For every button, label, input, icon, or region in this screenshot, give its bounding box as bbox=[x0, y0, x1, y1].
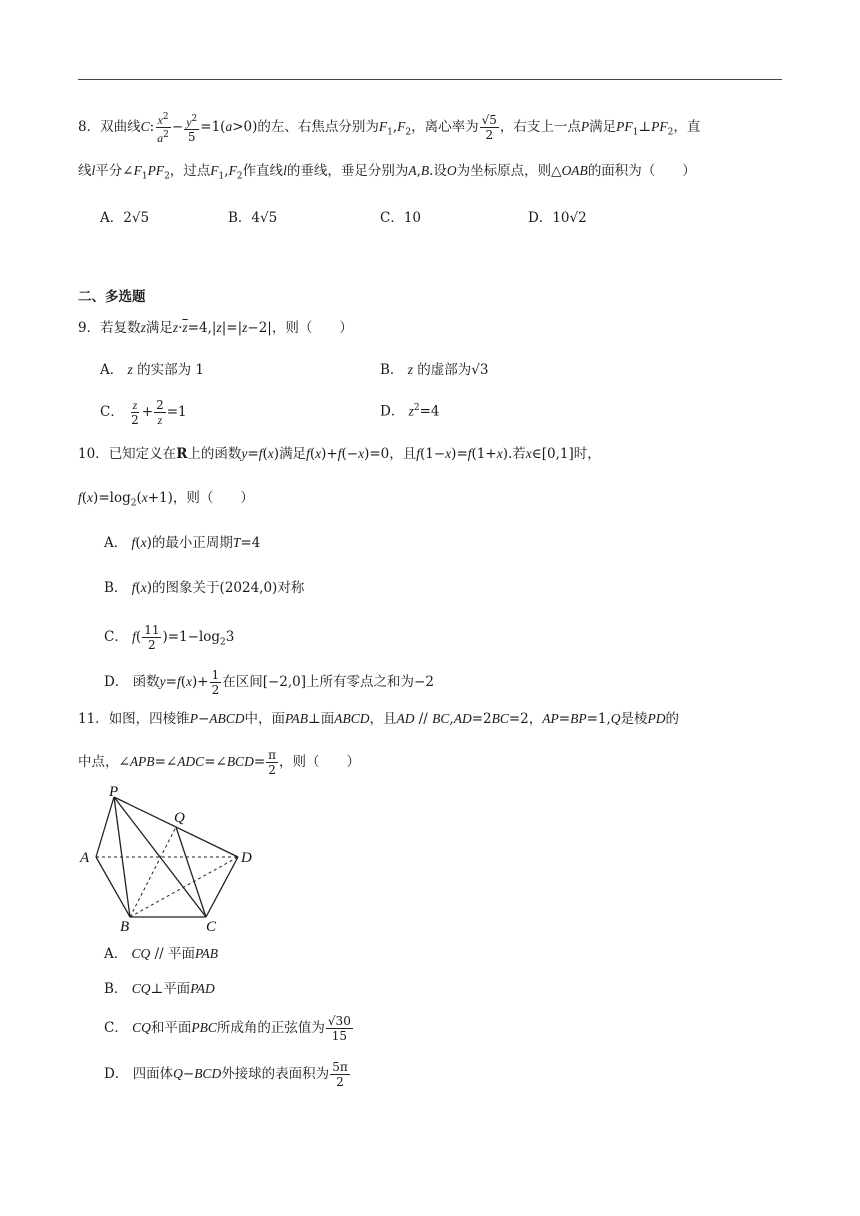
header-rule bbox=[78, 79, 782, 80]
label-Q: Q bbox=[174, 810, 185, 826]
q11-option-b: B． CQ⊥平面PAD bbox=[104, 981, 215, 997]
q11-option-d: D． 四面体Q−BCD外接球的表面积为 $\frac{5\pi}{2}$ bbox=[104, 1060, 348, 1089]
label-D: D bbox=[241, 850, 252, 866]
q10-option-b: B． f(x)的图象关于(2024,0)对称 bbox=[104, 580, 305, 596]
q8-text: .设 bbox=[429, 163, 447, 179]
section-title: 二、多选题 bbox=[78, 289, 146, 305]
q8-option-a: A．2√5 bbox=[100, 210, 150, 226]
q8-text: 的左、右焦点分别为 bbox=[257, 119, 379, 135]
frac-x2-a2: $\frac{x^2}{a^2}$ bbox=[157, 112, 169, 145]
edge-CQ bbox=[176, 827, 206, 917]
q11-stem-line2: 中点，∠APB=∠ADC=∠BCD= $\frac{\pi}{2}$ ，则（ ） bbox=[78, 748, 361, 777]
q8-line1: 8．双曲线C: $\frac{x^2}{a^2}$ − $\frac{y^2}{5}$ =1(a>0)的左、右焦点分别为$F_1,F_2$，离心率为 $\frac{√5}{2}$ ，右支上一点P满足$PF_1\perp PF_2$，直 bbox=[78, 112, 701, 145]
edge-BQ-hidden bbox=[130, 827, 176, 917]
edge-AB bbox=[96, 857, 130, 917]
q8-text: 的垂线，垂足分别为 bbox=[286, 163, 409, 179]
frac-sqrt5-2: $\frac{√5}{2}$ bbox=[481, 113, 497, 142]
label-B: B bbox=[120, 919, 130, 935]
q10-stem-line2: $f(x)=\log_2(x+1)$，则（ ） bbox=[78, 490, 254, 509]
label-A: A bbox=[80, 850, 90, 866]
q8-text: 为坐标原点，则△ bbox=[456, 163, 562, 179]
q8-text: 线 bbox=[78, 163, 92, 179]
q8-text: 平分 bbox=[95, 163, 123, 179]
q9-stem: 9．若复数z满足$z\cdot\overline{z}=4,|z|=|z-2|$，则（ ） bbox=[78, 320, 353, 336]
q9-option-d: D． $z^2=4$ bbox=[380, 403, 440, 420]
q8-option-c: C．10 bbox=[380, 210, 422, 226]
q8-text: 双曲线 bbox=[100, 119, 141, 135]
q10-option-c: C． f( $\frac{11}{2}$ )$=1-\log_23$ bbox=[104, 623, 235, 652]
q9-option-a: A． z 的实部为 1 bbox=[100, 362, 204, 378]
q8-text: 作直线 bbox=[242, 163, 284, 179]
q8-line2: 线l平分$\angle F_1PF_2$，过点$F_1,F_2$作直线l的垂线，垂足分别为A,B.设O为坐标原点，则△OAB的面积为（ ） bbox=[78, 163, 696, 182]
label-C: C bbox=[206, 919, 217, 935]
q8-text: 的面积为（ ） bbox=[587, 163, 696, 179]
q11-option-a: A． CQ // 平面PAB bbox=[104, 946, 218, 962]
q8-text: 满足 bbox=[589, 119, 617, 135]
q11-stem-line1: 11．如图，四棱锥P−ABCD中，面PAB⊥面ABCD，且AD // BC,AD=2BC=2，AP=BP=1,Q是棱PD的 bbox=[78, 711, 680, 727]
pyramid-figure bbox=[78, 785, 278, 935]
q8-text: ，直 bbox=[673, 119, 701, 135]
q10-option-a: A． f(x)的最小正周期T=4 bbox=[104, 535, 261, 551]
q11-option-c: C． CQ和平面PBC所成角的正弦值为 $\frac{√30}{15}$ bbox=[104, 1014, 351, 1043]
label-P: P bbox=[109, 785, 119, 800]
q8-text: ，右支上一点 bbox=[499, 119, 581, 135]
q9-option-c: C． $\frac{z}{2}$ + $\frac{2}{z}$ =1 bbox=[100, 398, 187, 427]
q8-hyperbola-eq: C bbox=[140, 119, 150, 134]
frac-y2-5: $\frac{y^2}{5}$ bbox=[186, 113, 198, 144]
q8-option-b: B．4√5 bbox=[228, 210, 278, 226]
q8-option-d: D．10√2 bbox=[528, 210, 587, 226]
q10-option-d: D． 函数y=f(x)+ $\frac{1}{2}$ 在区间[−2,0]上所有零点之和为−2 bbox=[104, 668, 434, 697]
q8-text: ，离心率为 bbox=[411, 119, 479, 135]
edge-CD bbox=[206, 857, 238, 917]
q8-number: 8． bbox=[78, 119, 101, 135]
edge-PA bbox=[96, 797, 114, 857]
q10-stem-line1: 10．已知定义在R上的函数y=f(x)满足f(x)+f(−x)=0，且f(1−x)=f(1+x).若x∈[0,1]时， bbox=[78, 446, 601, 462]
q8-text: ，过点 bbox=[169, 163, 211, 179]
q9-option-b: B． z 的虚部为√3 bbox=[380, 362, 489, 378]
